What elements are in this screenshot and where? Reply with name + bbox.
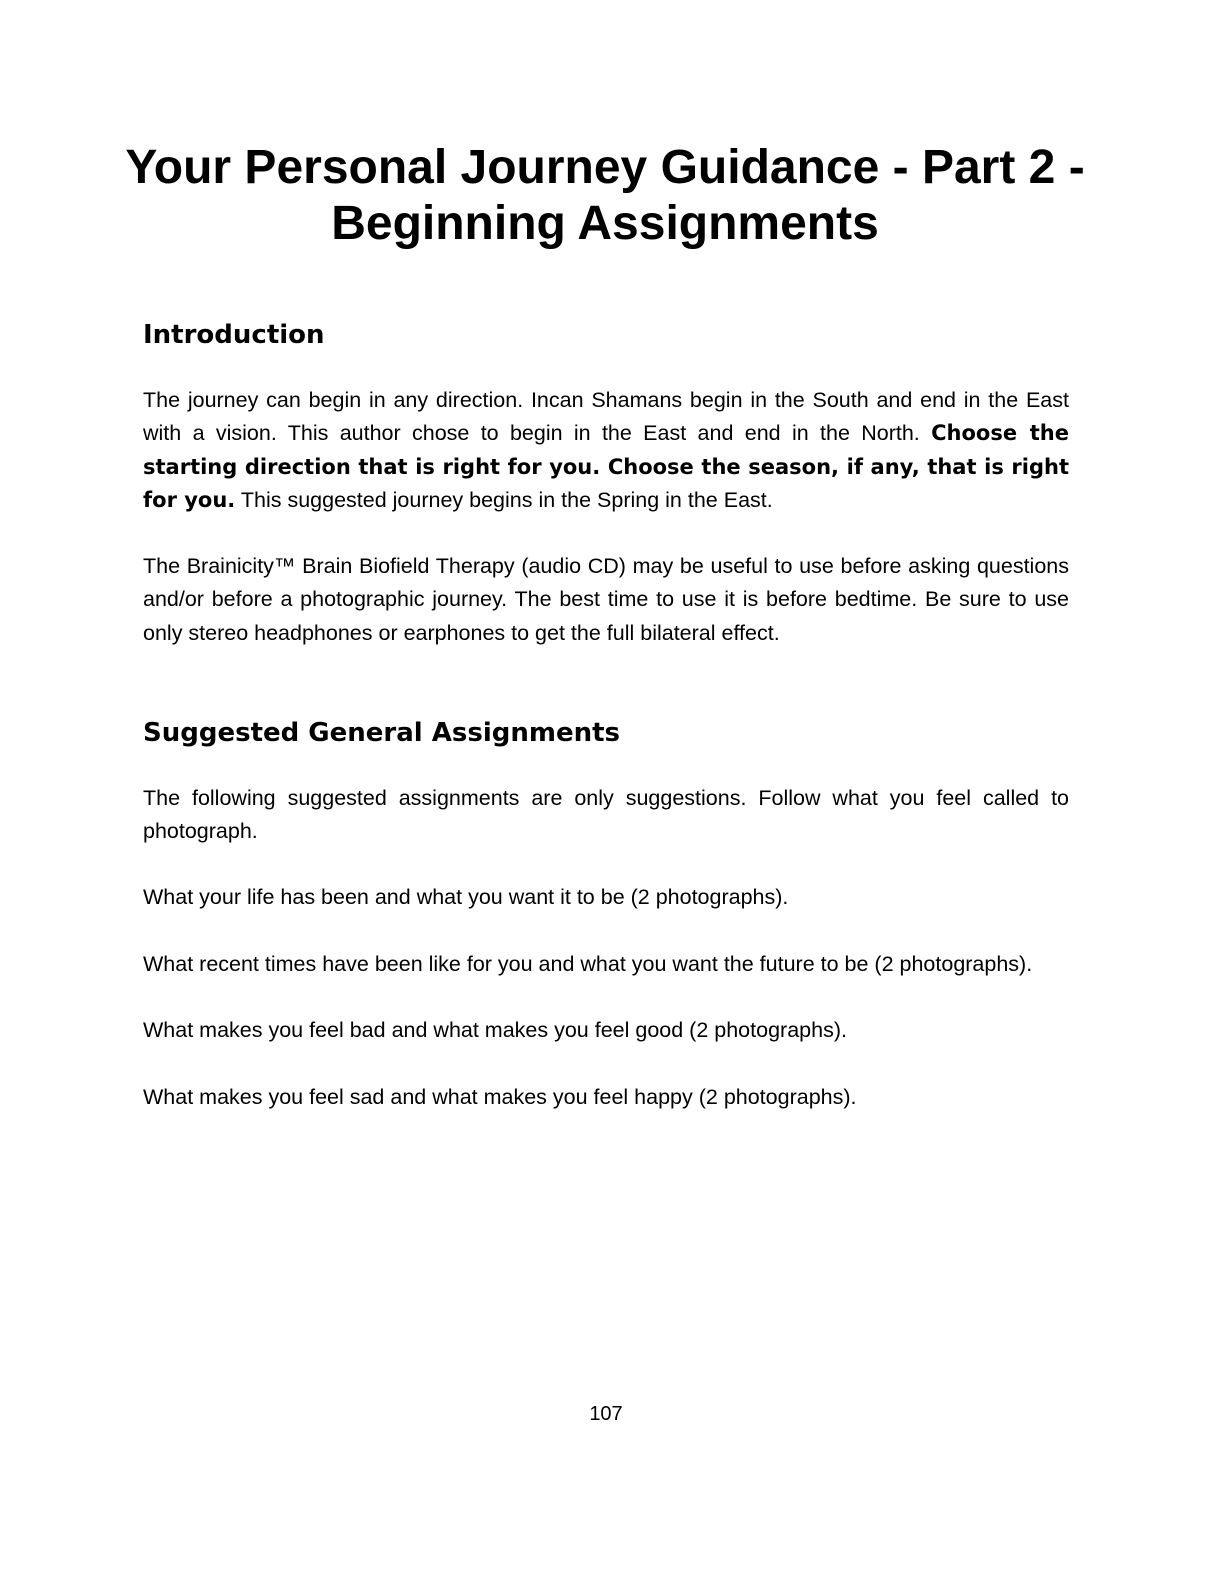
introduction-paragraph-1-text-before: The journey can begin in any direction. Incan Shamans begin in the South and end in the East with a vision. This author chose to begin in the East and end in the North. bbox=[143, 388, 1069, 446]
assignment-item: What makes you feel sad and what makes you feel happy (2 photographs). bbox=[143, 1085, 857, 1109]
page-title: Your Personal Journey Guidance - Part 2 - Beginning Assignments bbox=[125, 141, 1085, 250]
introduction-paragraph-1-text-after: This suggested journey begins in the Spring in the East. bbox=[235, 487, 773, 512]
introduction-paragraph-1-bold: Choose the starting direction that is right for you. Choose the season, if any, that is right for you. bbox=[143, 421, 1069, 512]
assignment-item: What makes you feel bad and what makes you feel good (2 photographs). bbox=[143, 1018, 847, 1042]
assignments-heading: Suggested General Assignments bbox=[143, 718, 620, 748]
page-number: 107 bbox=[589, 1403, 623, 1425]
introduction-heading: Introduction bbox=[143, 320, 325, 350]
assignment-item: What recent times have been like for you and what you want the future to be (2 photographs). bbox=[143, 952, 1033, 976]
introduction-paragraph-1 bbox=[143, 384, 1069, 517]
assignments-intro: The following suggested assignments are only suggestions. Follow what you feel called to photograph. bbox=[143, 786, 1069, 844]
introduction-paragraph-2: The Brainicity™ Brain Biofield Therapy (audio CD) may be useful to use before asking questions and/or before a photographic journey. The best time to use it is before bedtime. Be sure to use only stereo headphones or earphones to get the full bilateral effect. bbox=[143, 554, 1069, 645]
assignment-item: What your life has been and what you want it to be (2 photographs). bbox=[143, 885, 789, 909]
